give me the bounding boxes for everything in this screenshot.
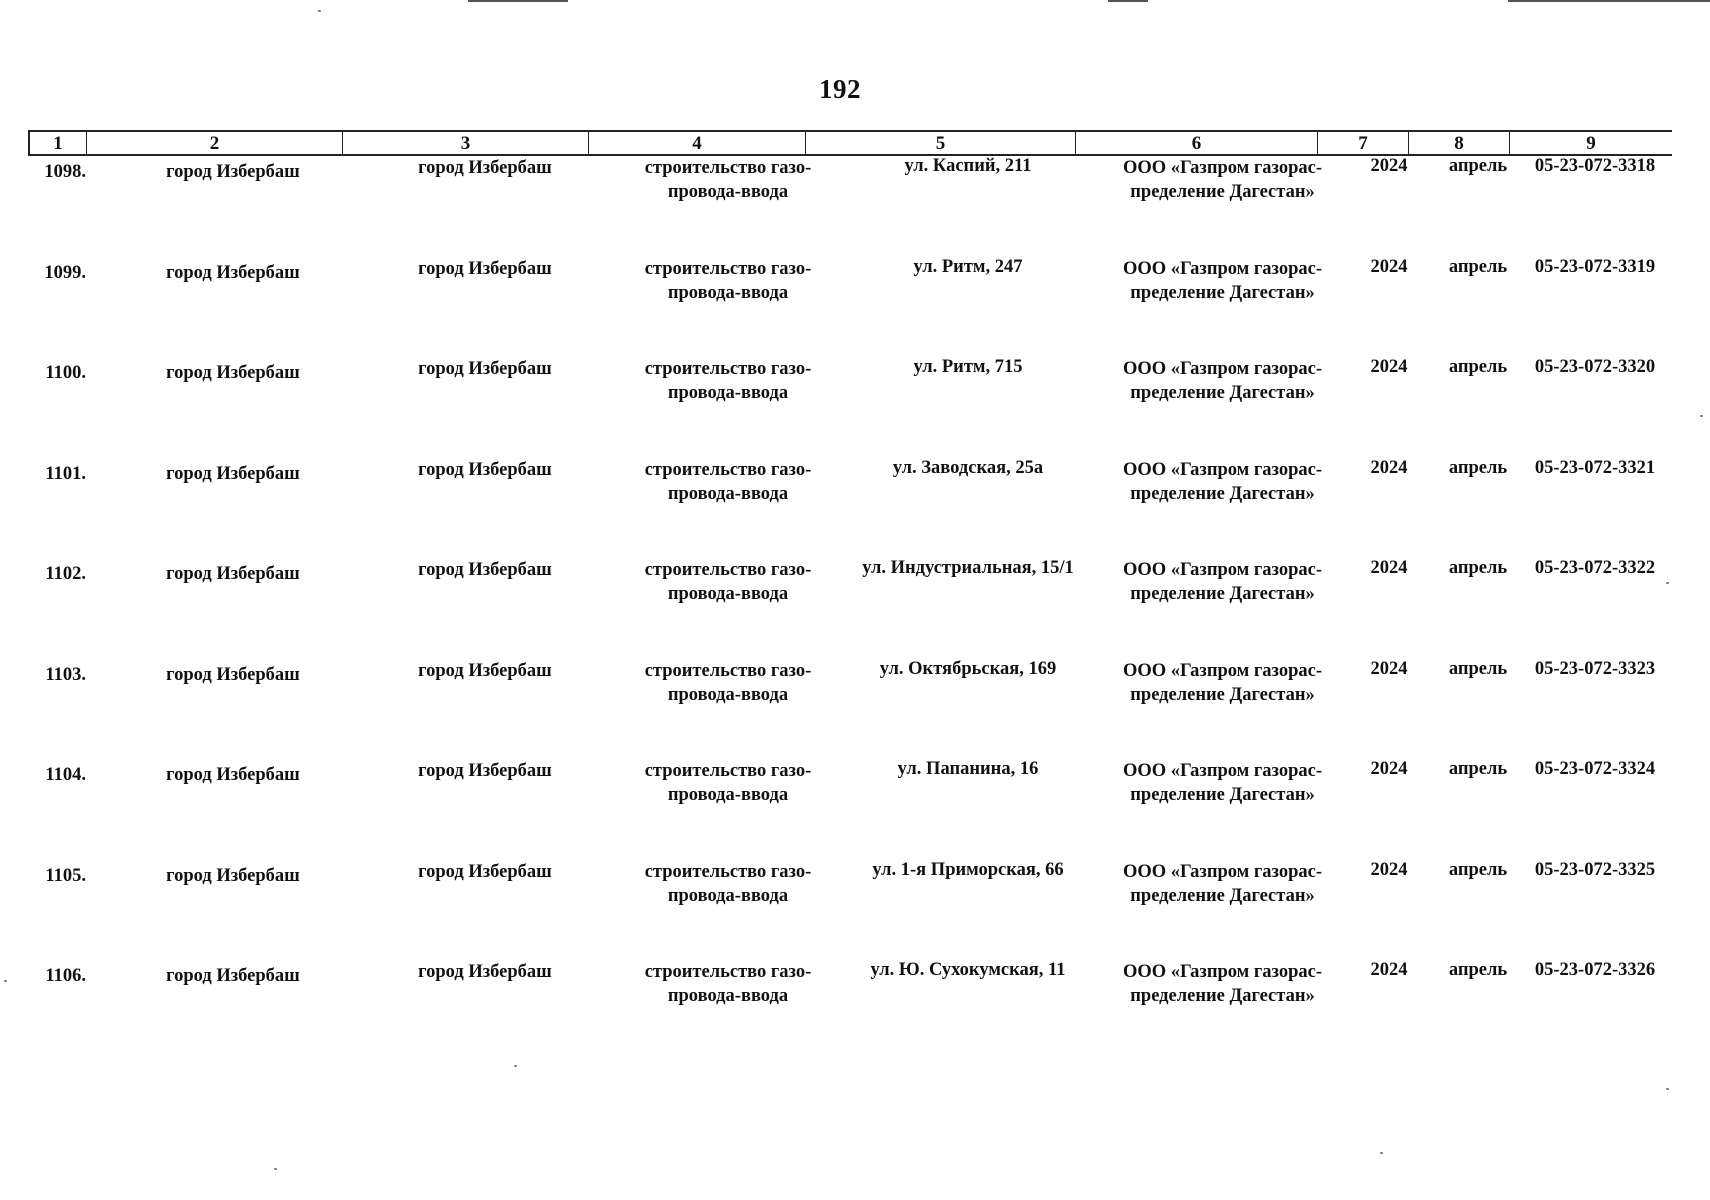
organization-cell: [1090, 458, 1355, 506]
work-type-cell: [608, 257, 848, 305]
code-cell: 05-23-072-3323: [1534, 658, 1656, 679]
organization-line-2: пределение Дагестан»: [1130, 885, 1315, 906]
municipality-cell: город Избербаш: [166, 664, 300, 685]
year-cell: 2024: [1370, 256, 1408, 277]
locality-cell: город Избербаш: [418, 761, 552, 781]
organization-cell: [1090, 759, 1355, 807]
year-cell: 2024: [1370, 156, 1408, 176]
scan-speck: [1700, 415, 1703, 417]
organization-line-1: ООО «Газпром газорас-: [1122, 158, 1323, 178]
code-cell: 05-23-072-3320: [1534, 357, 1656, 377]
scan-edge-mark: [1508, 0, 1710, 2]
column-header-6: 6: [1075, 132, 1317, 154]
code-cell: 05-23-072-3318: [1534, 156, 1656, 176]
work-type-line-2: провода-ввода: [667, 785, 789, 805]
organization-line-2: пределение Дагестан»: [1130, 383, 1315, 403]
municipality-cell: город Избербаш: [166, 564, 300, 584]
month-cell: апрель: [1448, 156, 1508, 176]
organization-line-1: ООО «Газпром газорас-: [1122, 459, 1323, 480]
code-cell: 05-23-072-3319: [1534, 256, 1656, 277]
work-type-line-1: строительство газо-: [644, 962, 812, 982]
organization-line-2: пределение Дагестан»: [1130, 584, 1315, 604]
year-cell: 2024: [1370, 759, 1408, 779]
organization-line-2: пределение Дагестан»: [1130, 483, 1315, 504]
work-type-line-2: провода-ввода: [667, 483, 789, 504]
scan-speck: [1380, 1152, 1383, 1154]
address-cell: ул. Ритм, 715: [913, 357, 1023, 377]
organization-line-1: ООО «Газпром газорас-: [1122, 560, 1323, 580]
row-number: 1102.: [45, 564, 86, 584]
scan-speck: [514, 1065, 517, 1067]
municipality-cell: город Избербаш: [166, 162, 300, 182]
row-number: 1100.: [45, 363, 86, 383]
organization-cell: [1090, 257, 1355, 305]
table-row: [28, 458, 1672, 559]
address-cell: ул. Папанина, 16: [897, 759, 1039, 779]
column-header-8: 8: [1408, 132, 1509, 154]
locality-cell: город Избербаш: [418, 359, 552, 379]
municipality-cell: город Избербаш: [166, 865, 300, 886]
column-header-5: 5: [805, 132, 1075, 154]
year-cell: 2024: [1370, 357, 1408, 377]
table-row: [28, 156, 1672, 257]
work-type-line-2: провода-ввода: [667, 584, 789, 604]
table-row: [28, 860, 1672, 961]
code-cell: 05-23-072-3324: [1534, 759, 1656, 779]
organization-line-1: ООО «Газпром газорас-: [1122, 962, 1323, 982]
work-type-line-1: строительство газо-: [644, 761, 812, 781]
table-row: [28, 257, 1672, 358]
organization-line-2: пределение Дагестан»: [1130, 182, 1315, 202]
month-cell: апрель: [1448, 256, 1508, 277]
work-type-line-1: строительство газо-: [644, 660, 812, 681]
address-cell: ул. Ритм, 247: [913, 256, 1023, 277]
work-type-line-1: строительство газо-: [644, 158, 812, 178]
municipality-cell: город Избербаш: [166, 463, 300, 484]
year-cell: 2024: [1370, 457, 1408, 478]
work-type-cell: [608, 960, 848, 1008]
table-row: [28, 759, 1672, 860]
locality-cell: город Избербаш: [418, 459, 552, 480]
address-cell: ул. Заводская, 25а: [892, 457, 1044, 478]
organization-line-1: ООО «Газпром газорас-: [1122, 861, 1323, 882]
year-cell: 2024: [1370, 859, 1408, 880]
work-type-cell: [608, 659, 848, 707]
work-type-cell: [608, 558, 848, 606]
column-header-7: 7: [1317, 132, 1408, 154]
scan-speck: [1666, 582, 1669, 584]
address-cell: ул. Индустриальная, 15/1: [862, 558, 1074, 578]
code-cell: 05-23-072-3326: [1534, 960, 1656, 980]
organization-line-1: ООО «Газпром газорас-: [1122, 359, 1323, 379]
year-cell: 2024: [1370, 658, 1408, 679]
work-type-line-2: провода-ввода: [667, 885, 789, 906]
work-type-line-1: строительство газо-: [644, 861, 812, 882]
column-header-1: 1: [28, 132, 86, 154]
locality-cell: город Избербаш: [418, 258, 552, 279]
locality-cell: город Избербаш: [418, 560, 552, 580]
organization-line-1: ООО «Газпром газорас-: [1122, 258, 1323, 279]
month-cell: апрель: [1448, 859, 1508, 880]
address-cell: ул. Каспий, 211: [904, 156, 1032, 176]
column-header-3: 3: [342, 132, 588, 154]
column-header-4: 4: [588, 132, 805, 154]
month-cell: апрель: [1448, 960, 1508, 980]
municipality-cell: город Избербаш: [166, 363, 300, 383]
code-cell: 05-23-072-3322: [1534, 558, 1656, 578]
scan-speck: [318, 10, 321, 12]
row-number: 1106.: [45, 966, 86, 986]
organization-cell: [1090, 357, 1355, 405]
locality-cell: город Избербаш: [418, 660, 552, 681]
row-number: 1099.: [44, 262, 86, 283]
organization-line-1: ООО «Газпром газорас-: [1122, 660, 1323, 681]
month-cell: апрель: [1448, 759, 1508, 779]
table-row: [28, 960, 1672, 1061]
organization-line-1: ООО «Газпром газорас-: [1122, 761, 1323, 781]
address-cell: ул. Ю. Сухокумская, 11: [870, 960, 1066, 980]
year-cell: 2024: [1370, 558, 1408, 578]
locality-cell: город Избербаш: [418, 158, 552, 178]
column-header-2: 2: [86, 132, 342, 154]
month-cell: апрель: [1448, 558, 1508, 578]
organization-cell: [1090, 156, 1355, 204]
column-header-9: 9: [1509, 132, 1672, 154]
work-type-cell: [608, 860, 848, 908]
work-type-line-1: строительство газо-: [644, 258, 812, 279]
month-cell: апрель: [1448, 658, 1508, 679]
organization-cell: [1090, 860, 1355, 908]
work-type-line-1: строительство газо-: [644, 459, 812, 480]
year-cell: 2024: [1370, 960, 1408, 980]
table-row: [28, 357, 1672, 458]
code-cell: 05-23-072-3321: [1534, 457, 1656, 478]
table-row: [28, 659, 1672, 760]
organization-line-2: пределение Дагестан»: [1130, 785, 1315, 805]
row-number: 1103.: [45, 664, 86, 685]
month-cell: апрель: [1448, 457, 1508, 478]
locality-cell: город Избербаш: [418, 861, 552, 882]
code-cell: 05-23-072-3325: [1534, 859, 1656, 880]
row-number: 1104.: [45, 765, 86, 785]
month-cell: апрель: [1448, 357, 1508, 377]
table-body: [28, 156, 1672, 1061]
table-header: [28, 130, 1672, 156]
work-type-cell: [608, 357, 848, 405]
address-cell: ул. Октябрьская, 169: [879, 658, 1057, 679]
organization-line-2: пределение Дагестан»: [1130, 684, 1315, 705]
work-type-cell: [608, 458, 848, 506]
page-number: 192: [819, 74, 861, 104]
municipality-cell: город Избербаш: [166, 765, 300, 785]
row-number: 1101.: [45, 463, 86, 484]
work-type-line-2: провода-ввода: [667, 383, 789, 403]
row-number: 1105.: [45, 865, 86, 886]
organization-line-2: пределение Дагестан»: [1130, 282, 1315, 303]
organization-cell: [1090, 558, 1355, 606]
work-type-line-2: провода-ввода: [667, 182, 789, 202]
work-type-line-2: провода-ввода: [667, 986, 789, 1006]
organization-line-2: пределение Дагестан»: [1130, 986, 1315, 1006]
work-type-line-2: провода-ввода: [667, 684, 789, 705]
municipality-cell: город Избербаш: [166, 966, 300, 986]
organization-cell: [1090, 659, 1355, 707]
work-type-line-1: строительство газо-: [644, 560, 812, 580]
row-number: 1098.: [44, 162, 86, 182]
scan-speck: [274, 1168, 277, 1170]
work-type-cell: [608, 759, 848, 807]
locality-cell: город Избербаш: [418, 962, 552, 982]
work-type-line-1: строительство газо-: [644, 359, 812, 379]
municipality-cell: город Избербаш: [166, 262, 300, 283]
table-row: [28, 558, 1672, 659]
work-type-line-2: провода-ввода: [667, 282, 789, 303]
scan-speck: [1666, 1088, 1669, 1090]
scan-speck: [4, 980, 7, 982]
organization-cell: [1090, 960, 1355, 1008]
scan-edge-mark: [1108, 0, 1148, 2]
work-type-cell: [608, 156, 848, 204]
address-cell: ул. 1-я Приморская, 66: [872, 859, 1064, 880]
scan-edge-mark: [468, 0, 568, 2]
